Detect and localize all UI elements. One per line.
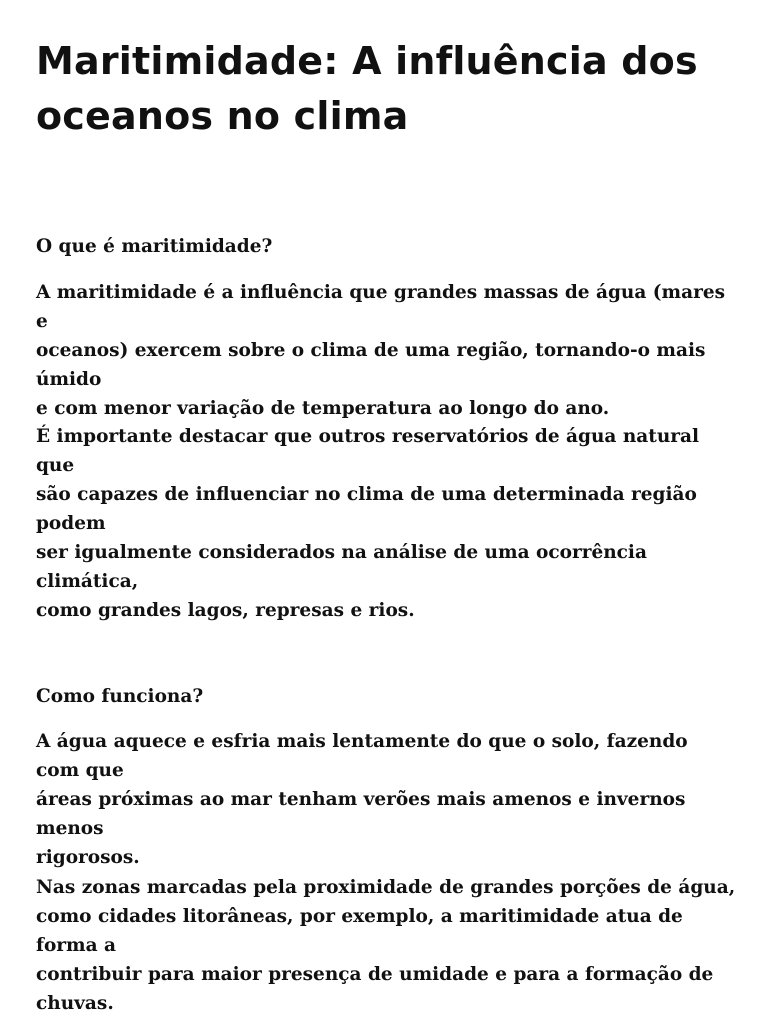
section-what-is	[36, 235, 736, 259]
paragraph-line: A maritimidade é a influência que grandes massas de água (mares e	[36, 282, 726, 332]
paragraph-line: rigorosos.	[36, 847, 140, 868]
section-heading-what-is: O que é maritimidade?	[36, 236, 273, 257]
paragraph-line: e com menor variação de temperatura ao longo do ano.	[36, 398, 610, 419]
section-how-it-works	[36, 685, 736, 709]
title-line-1: Maritimidade: A influência dos	[36, 39, 698, 83]
paragraph-line: contribuir para maior presença de umidade e para a formação de	[36, 964, 714, 985]
page-title	[36, 34, 736, 144]
paragraph-line: como cidades litorâneas, por exemplo, a maritimidade atua de forma a	[36, 906, 683, 956]
paragraph-line: Nas zonas marcadas pela proximidade de grandes porções de água,	[36, 877, 736, 898]
paragraph-line: oceanos) exercem sobre o clima de uma região, tornando-o mais úmido	[36, 340, 706, 390]
paragraph-other-reservoirs	[36, 422, 736, 625]
paragraph-line: chuvas.	[36, 993, 114, 1014]
paragraph-water-heating	[36, 727, 736, 872]
paragraph-line: como grandes lagos, represas e rios.	[36, 600, 415, 621]
title-line-2: oceanos no clima	[36, 94, 409, 138]
paragraph-line: são capazes de influenciar no clima de uma determinada região podem	[36, 484, 697, 534]
paragraph-line: É importante destacar que outros reservatórios de água natural que	[36, 426, 700, 476]
paragraph-definition	[36, 278, 736, 423]
paragraph-line: A água aquece e esfria mais lentamente do que o solo, fazendo com que	[36, 731, 688, 781]
section-heading-how-it-works: Como funciona?	[36, 686, 204, 707]
paragraph-line: áreas próximas ao mar tenham verões mais amenos e invernos menos	[36, 789, 686, 839]
paragraph-line: ser igualmente considerados na análise de uma ocorrência climática,	[36, 542, 647, 592]
paragraph-coastal-zones	[36, 873, 736, 1018]
